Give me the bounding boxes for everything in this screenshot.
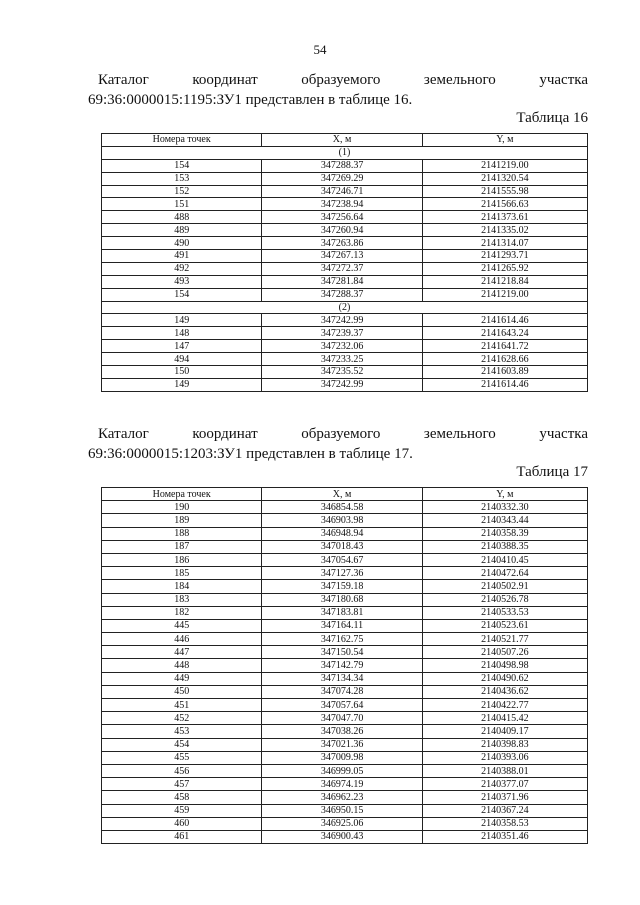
point-number-cell: 153 <box>102 172 262 185</box>
y-coordinate-cell: 2140343.44 <box>422 514 587 527</box>
header-x: X, м <box>262 134 422 147</box>
point-number-cell: 488 <box>102 211 262 224</box>
point-number-cell: 491 <box>102 250 262 263</box>
group-label: (2) <box>102 301 588 314</box>
x-coordinate-cell: 347074.28 <box>262 685 422 698</box>
y-coordinate-cell: 2141219.00 <box>422 159 587 172</box>
table-row <box>102 340 588 353</box>
point-number-cell: 185 <box>102 567 262 580</box>
x-coordinate-cell: 347242.99 <box>262 314 422 327</box>
point-number-cell: 182 <box>102 606 262 619</box>
coordinates-table-16 <box>101 133 588 392</box>
y-coordinate-cell: 2141218.84 <box>422 275 587 288</box>
header-y: Y, м <box>422 488 587 501</box>
group-label: (1) <box>102 146 588 159</box>
x-coordinate-cell: 347232.06 <box>262 340 422 353</box>
x-coordinate-cell: 347057.64 <box>262 699 422 712</box>
x-coordinate-cell: 347288.37 <box>262 159 422 172</box>
x-coordinate-cell: 346962.23 <box>262 791 422 804</box>
table-row <box>102 830 588 843</box>
point-number-cell: 183 <box>102 593 262 606</box>
intro-word: координат <box>192 72 258 88</box>
point-number-cell: 154 <box>102 159 262 172</box>
x-coordinate-cell: 347047.70 <box>262 712 422 725</box>
y-coordinate-cell: 2141643.24 <box>422 327 587 340</box>
y-coordinate-cell: 2140523.61 <box>422 619 587 632</box>
intro-line-2: 69:36:0000015:1203:ЗУ1 представлен в таблице 17. <box>88 446 413 462</box>
point-number-cell: 189 <box>102 514 262 527</box>
x-coordinate-cell: 347038.26 <box>262 725 422 738</box>
y-coordinate-cell: 2140498.98 <box>422 659 587 672</box>
y-coordinate-cell: 2140393.06 <box>422 751 587 764</box>
y-coordinate-cell: 2141555.98 <box>422 185 587 198</box>
y-coordinate-cell: 2141614.46 <box>422 378 587 391</box>
point-number-cell: 190 <box>102 501 262 514</box>
point-number-cell: 451 <box>102 699 262 712</box>
x-coordinate-cell: 347054.67 <box>262 553 422 566</box>
intro-word: земельного <box>423 72 496 88</box>
x-coordinate-cell: 346999.05 <box>262 764 422 777</box>
point-number-cell: 154 <box>102 288 262 301</box>
point-number-cell: 490 <box>102 237 262 250</box>
table-row <box>102 685 588 698</box>
point-number-cell: 151 <box>102 198 262 211</box>
table-row <box>102 262 588 275</box>
table-row <box>102 540 588 553</box>
table-row <box>102 672 588 685</box>
intro-line-2: 69:36:0000015:1195:ЗУ1 представлен в таблице 16. <box>88 92 413 108</box>
intro-line-1 <box>98 70 588 90</box>
y-coordinate-cell: 2140490.62 <box>422 672 587 685</box>
point-number-cell: 452 <box>102 712 262 725</box>
table-row <box>102 237 588 250</box>
table-row <box>102 514 588 527</box>
y-coordinate-cell: 2141320.54 <box>422 172 587 185</box>
point-number-cell: 458 <box>102 791 262 804</box>
point-number-cell: 460 <box>102 817 262 830</box>
y-coordinate-cell: 2140351.46 <box>422 830 587 843</box>
point-number-cell: 489 <box>102 224 262 237</box>
point-number-cell: 461 <box>102 830 262 843</box>
point-number-cell: 448 <box>102 659 262 672</box>
point-number-cell: 453 <box>102 725 262 738</box>
x-coordinate-cell: 347288.37 <box>262 288 422 301</box>
x-coordinate-cell: 347142.79 <box>262 659 422 672</box>
table-body-16 <box>102 146 588 391</box>
x-coordinate-cell: 346925.06 <box>262 817 422 830</box>
header-x: X, м <box>262 488 422 501</box>
intro-paragraph-16 <box>88 70 588 110</box>
point-number-cell: 450 <box>102 685 262 698</box>
intro-paragraph-17 <box>88 424 588 464</box>
point-number-cell: 149 <box>102 314 262 327</box>
point-number-cell: 188 <box>102 527 262 540</box>
y-coordinate-cell: 2140422.77 <box>422 699 587 712</box>
x-coordinate-cell: 347162.75 <box>262 633 422 646</box>
y-coordinate-cell: 2140533.53 <box>422 606 587 619</box>
table-row <box>102 712 588 725</box>
table-row <box>102 659 588 672</box>
y-coordinate-cell: 2141628.66 <box>422 353 587 366</box>
group-header-row <box>102 146 588 159</box>
x-coordinate-cell: 347159.18 <box>262 580 422 593</box>
page-number: 54 <box>313 42 327 57</box>
table-row <box>102 764 588 777</box>
y-coordinate-cell: 2141641.72 <box>422 340 587 353</box>
table-row <box>102 501 588 514</box>
table-header-row <box>102 134 588 147</box>
header-y: Y, м <box>422 134 587 147</box>
table-row <box>102 699 588 712</box>
y-coordinate-cell: 2140409.17 <box>422 725 587 738</box>
x-coordinate-cell: 347235.52 <box>262 366 422 379</box>
y-coordinate-cell: 2140367.24 <box>422 804 587 817</box>
x-coordinate-cell: 347239.37 <box>262 327 422 340</box>
y-coordinate-cell: 2141603.89 <box>422 366 587 379</box>
table-row <box>102 198 588 211</box>
coordinates-table-17 <box>101 487 588 844</box>
x-coordinate-cell: 347256.64 <box>262 211 422 224</box>
point-number-cell: 148 <box>102 327 262 340</box>
y-coordinate-cell: 2140521.77 <box>422 633 587 646</box>
header-point-numbers: Номера точек <box>102 134 262 147</box>
x-coordinate-cell: 347281.84 <box>262 275 422 288</box>
table-row <box>102 817 588 830</box>
point-number-cell: 150 <box>102 366 262 379</box>
point-number-cell: 459 <box>102 804 262 817</box>
y-coordinate-cell: 2140388.35 <box>422 540 587 553</box>
x-coordinate-cell: 347263.86 <box>262 237 422 250</box>
y-coordinate-cell: 2141314.07 <box>422 237 587 250</box>
x-coordinate-cell: 347260.94 <box>262 224 422 237</box>
table-row <box>102 527 588 540</box>
point-number-cell: 445 <box>102 619 262 632</box>
table-row <box>102 778 588 791</box>
table-row <box>102 646 588 659</box>
x-coordinate-cell: 347021.36 <box>262 738 422 751</box>
intro-word: образуемого <box>301 426 381 442</box>
intro-word: Каталог <box>98 426 149 442</box>
intro-word: образуемого <box>301 72 381 88</box>
x-coordinate-cell: 346854.58 <box>262 501 422 514</box>
x-coordinate-cell: 347164.11 <box>262 619 422 632</box>
table-row <box>102 567 588 580</box>
table-row <box>102 366 588 379</box>
table-row <box>102 288 588 301</box>
point-number-cell: 152 <box>102 185 262 198</box>
table-header-row <box>102 488 588 501</box>
point-number-cell: 492 <box>102 262 262 275</box>
intro-word: Каталог <box>98 72 149 88</box>
intro-line-1 <box>98 424 588 444</box>
y-coordinate-cell: 2140502.91 <box>422 580 587 593</box>
point-number-cell: 456 <box>102 764 262 777</box>
table-row <box>102 606 588 619</box>
table-row <box>102 725 588 738</box>
table-row <box>102 327 588 340</box>
y-coordinate-cell: 2140472.64 <box>422 567 587 580</box>
x-coordinate-cell: 347180.68 <box>262 593 422 606</box>
y-coordinate-cell: 2140371.96 <box>422 791 587 804</box>
x-coordinate-cell: 347242.99 <box>262 378 422 391</box>
table-row <box>102 172 588 185</box>
y-coordinate-cell: 2141566.63 <box>422 198 587 211</box>
x-coordinate-cell: 347272.37 <box>262 262 422 275</box>
point-number-cell: 149 <box>102 378 262 391</box>
table-row <box>102 553 588 566</box>
table-row <box>102 185 588 198</box>
group-header-row <box>102 301 588 314</box>
y-coordinate-cell: 2140410.45 <box>422 553 587 566</box>
point-number-cell: 147 <box>102 340 262 353</box>
y-coordinate-cell: 2141335.02 <box>422 224 587 237</box>
x-coordinate-cell: 346974.19 <box>262 778 422 791</box>
point-number-cell: 455 <box>102 751 262 764</box>
point-number-cell: 457 <box>102 778 262 791</box>
table-row <box>102 580 588 593</box>
y-coordinate-cell: 2141373.61 <box>422 211 587 224</box>
point-number-cell: 187 <box>102 540 262 553</box>
table-row <box>102 619 588 632</box>
table-row <box>102 353 588 366</box>
y-coordinate-cell: 2141614.46 <box>422 314 587 327</box>
x-coordinate-cell: 347127.36 <box>262 567 422 580</box>
point-number-cell: 454 <box>102 738 262 751</box>
y-coordinate-cell: 2141293.71 <box>422 250 587 263</box>
y-coordinate-cell: 2140398.83 <box>422 738 587 751</box>
x-coordinate-cell: 347267.13 <box>262 250 422 263</box>
intro-word: участка <box>539 72 588 88</box>
table-row <box>102 738 588 751</box>
point-number-cell: 493 <box>102 275 262 288</box>
table-row <box>102 791 588 804</box>
x-coordinate-cell: 347246.71 <box>262 185 422 198</box>
table-body-17 <box>102 501 588 844</box>
y-coordinate-cell: 2140358.39 <box>422 527 587 540</box>
table-row <box>102 211 588 224</box>
point-number-cell: 447 <box>102 646 262 659</box>
x-coordinate-cell: 347238.94 <box>262 198 422 211</box>
intro-word: земельного <box>423 426 496 442</box>
x-coordinate-cell: 346900.43 <box>262 830 422 843</box>
x-coordinate-cell: 347269.29 <box>262 172 422 185</box>
x-coordinate-cell: 347233.25 <box>262 353 422 366</box>
table-row <box>102 275 588 288</box>
y-coordinate-cell: 2140526.78 <box>422 593 587 606</box>
intro-word: участка <box>539 426 588 442</box>
intro-word: координат <box>192 426 258 442</box>
table-caption-16: Таблица 16 <box>516 110 588 126</box>
y-coordinate-cell: 2140507.26 <box>422 646 587 659</box>
x-coordinate-cell: 347009.98 <box>262 751 422 764</box>
table-row <box>102 314 588 327</box>
point-number-cell: 449 <box>102 672 262 685</box>
y-coordinate-cell: 2141219.00 <box>422 288 587 301</box>
y-coordinate-cell: 2140415.42 <box>422 712 587 725</box>
x-coordinate-cell: 346950.15 <box>262 804 422 817</box>
table-row <box>102 159 588 172</box>
y-coordinate-cell: 2140358.53 <box>422 817 587 830</box>
table-row <box>102 378 588 391</box>
y-coordinate-cell: 2140436.62 <box>422 685 587 698</box>
point-number-cell: 186 <box>102 553 262 566</box>
point-number-cell: 494 <box>102 353 262 366</box>
point-number-cell: 184 <box>102 580 262 593</box>
table-row <box>102 593 588 606</box>
y-coordinate-cell: 2140332.30 <box>422 501 587 514</box>
y-coordinate-cell: 2141265.92 <box>422 262 587 275</box>
table-row <box>102 633 588 646</box>
table-row <box>102 751 588 764</box>
header-point-numbers: Номера точек <box>102 488 262 501</box>
table-row <box>102 804 588 817</box>
table-row <box>102 224 588 237</box>
table-caption-17: Таблица 17 <box>516 464 588 480</box>
x-coordinate-cell: 346903.98 <box>262 514 422 527</box>
point-number-cell: 446 <box>102 633 262 646</box>
table-row <box>102 250 588 263</box>
x-coordinate-cell: 347183.81 <box>262 606 422 619</box>
x-coordinate-cell: 346948.94 <box>262 527 422 540</box>
y-coordinate-cell: 2140377.07 <box>422 778 587 791</box>
y-coordinate-cell: 2140388.01 <box>422 764 587 777</box>
x-coordinate-cell: 347150.54 <box>262 646 422 659</box>
x-coordinate-cell: 347134.34 <box>262 672 422 685</box>
x-coordinate-cell: 347018.43 <box>262 540 422 553</box>
